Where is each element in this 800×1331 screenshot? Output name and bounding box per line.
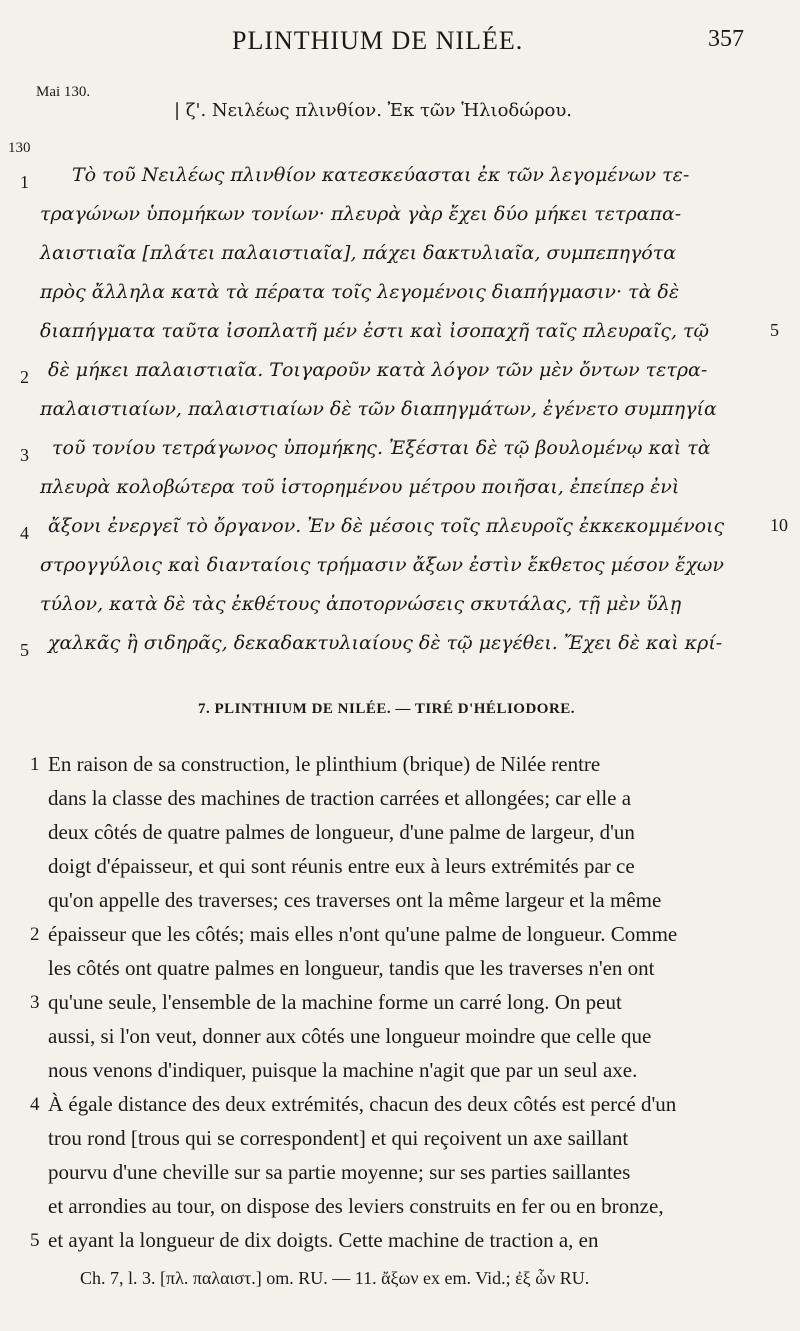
greek-line — [0, 314, 800, 353]
french-line-text: nous venons d'indiquer, puisque la machine n'agit que par un seul axe. — [48, 1058, 638, 1082]
french-line-text: aussi, si l'on veut, donner aux côtés une longueur moindre que celle que — [48, 1024, 652, 1048]
greek-line — [0, 236, 800, 275]
greek-line-text: δὲ μήκει παλαιστιαῖα. Τοιγαροῦν κατὰ λόγον τῶν μὲν ὄντων τετρα- — [48, 359, 708, 381]
greek-line-text: τραγώνων ὑπομήκων τονίων· πλευρὰ γὰρ ἔχει δύο μήκει τετραπα- — [40, 203, 682, 225]
margin-manuscript-ref: Mai 130. — [36, 84, 91, 100]
french-line-text: et arrondies au tour, on dispose des leviers construits en fer ou en bronze, — [48, 1194, 664, 1218]
greek-line — [0, 392, 800, 431]
french-line — [0, 986, 800, 1020]
french-line-text: épaisseur que les côtés; mais elles n'ont qu'une palme de longueur. Comme — [48, 922, 678, 946]
greek-line-count: 5 — [770, 320, 779, 340]
french-line — [0, 1224, 800, 1258]
greek-line — [0, 626, 800, 665]
greek-section-number: 1 — [20, 172, 29, 192]
greek-line-text: πλευρὰ κολοβώτερα τοῦ ἱστορημένου μέτρου ποιῆσαι, ἐπείπερ ἐνὶ — [40, 476, 680, 498]
greek-line-text: ἄξονι ἐνεργεῖ τὸ ὄργανον. Ἐν δὲ μέσοις τοῖς πλευροῖς ἐκκεκομμένοις — [48, 515, 725, 537]
french-section-number: 1 — [30, 754, 40, 775]
french-section-number: 3 — [30, 992, 40, 1013]
french-line-text: pourvu d'une cheville sur sa partie moyenne; sur ses parties saillantes — [48, 1160, 631, 1184]
greek-line — [0, 353, 800, 392]
french-line — [0, 884, 800, 918]
french-line — [0, 816, 800, 850]
greek-line-text: χαλκᾶς ἢ σιδηρᾶς, δεκαδακτυλιαίους δὲ τῷ μεγέθει. Ἔχει δὲ καὶ κρί- — [48, 632, 723, 654]
french-line — [0, 782, 800, 816]
greek-line — [0, 587, 800, 626]
french-line-text: qu'on appelle des traverses; ces traverses ont la même largeur et la même — [48, 888, 662, 912]
greek-line — [0, 509, 800, 548]
greek-line-text: τοῦ τονίου τετράγωνος ὑπομήκης. Ἐξέσται δὲ τῷ βουλομένῳ καὶ τὰ — [52, 437, 711, 459]
greek-line-text: Τὸ τοῦ Νειλέως πλινθίον κατεσκεύασται ἐκ τῶν λεγομένων τε- — [72, 164, 690, 186]
french-line-text: En raison de sa construction, le plinthium (brique) de Nilée rentre — [48, 752, 601, 776]
french-line — [0, 1054, 800, 1088]
french-line — [0, 748, 800, 782]
french-line — [0, 1088, 800, 1122]
french-line — [0, 952, 800, 986]
greek-line-text: στρογγύλοις καὶ διανταίοις τρήμασιν ἄξων ἐστὶν ἔκθετος μέσον ἔχων — [40, 554, 724, 576]
french-section-number: 5 — [30, 1230, 40, 1251]
french-line-text: qu'une seule, l'ensemble de la machine forme un carré long. On peut — [48, 990, 622, 1014]
greek-line-text: πρὸς ἄλληλα κατὰ τὰ πέρατα τοῖς λεγομένοις διαπήγμασιν· τὰ δὲ — [40, 281, 680, 303]
french-chapter-heading: 7. PLINTHIUM DE NILÉE. — TIRÉ D'HÉLIODORE. — [198, 701, 576, 717]
french-line-text: trou rond [trous qui se correspondent] et qui reçoivent un axe saillant — [48, 1126, 629, 1150]
page-number: 357 — [708, 26, 744, 52]
greek-line — [0, 197, 800, 236]
greek-section-number: 4 — [20, 523, 29, 543]
french-line-text: doigt d'épaisseur, et qui sont réunis entre eux à leurs extrémités par ce — [48, 854, 635, 878]
greek-line — [0, 431, 800, 470]
greek-section-number: 3 — [20, 445, 29, 465]
greek-line-text: τύλον, κατὰ δὲ τὰς ἐκθέτους ἀποτορνώσεις σκυτάλας, τῇ μὲν ὕλῃ — [40, 593, 682, 615]
french-section-number: 2 — [30, 924, 40, 945]
greek-line-text: λαιστιαῖα [πλάτει παλαιστιαῖα], πάχει δακτυλιαῖα, συμπεπηγότα — [40, 242, 677, 264]
french-translation — [0, 748, 800, 1258]
french-line-text: les côtés ont quatre palmes en longueur, tandis que les traverses n'en ont — [48, 956, 655, 980]
critical-apparatus-footnote: Ch. 7, l. 3. [πλ. παλαιστ.] om. RU. — 11. ἄξων ex em. Vid.; ἐξ ὧν RU. — [80, 1268, 590, 1288]
french-line — [0, 1156, 800, 1190]
greek-text — [0, 158, 800, 665]
french-line — [0, 1020, 800, 1054]
greek-line — [0, 275, 800, 314]
french-line — [0, 850, 800, 884]
greek-line-text: διαπήγματα ταῦτα ἰσοπλατῆ μέν ἐστι καὶ ἰσοπαχῆ ταῖς πλευραῖς, τῷ — [40, 320, 710, 342]
greek-section-number: 5 — [20, 640, 29, 660]
french-line — [0, 1122, 800, 1156]
french-line-text: et ayant la longueur de dix doigts. Cette machine de traction a, en — [48, 1228, 599, 1252]
french-line-text: deux côtés de quatre palmes de longueur, d'une palme de largeur, d'un — [48, 820, 635, 844]
french-line — [0, 918, 800, 952]
greek-line-count: 10 — [770, 515, 788, 535]
greek-line — [0, 470, 800, 509]
greek-section-number: 2 — [20, 367, 29, 387]
french-line-text: dans la classe des machines de traction carrées et allongées; car elle a — [48, 786, 632, 810]
french-section-number: 4 — [30, 1094, 40, 1115]
greek-chapter-heading: | ζ'. Νειλέως πλινθίον. Ἐκ τῶν Ἡλιοδώρου. — [174, 100, 573, 121]
greek-line — [0, 158, 800, 197]
running-head: PLINTHIUM DE NILÉE. — [232, 26, 524, 55]
margin-page-ref: 130 — [8, 140, 31, 156]
greek-line — [0, 548, 800, 587]
greek-line-text: παλαιστιαίων, παλαιστιαίων δὲ τῶν διαπηγμάτων, ἐγένετο συμπηγία — [40, 398, 717, 420]
french-line-text: À égale distance des deux extrémités, chacun des deux côtés est percé d'un — [48, 1092, 677, 1116]
french-line — [0, 1190, 800, 1224]
